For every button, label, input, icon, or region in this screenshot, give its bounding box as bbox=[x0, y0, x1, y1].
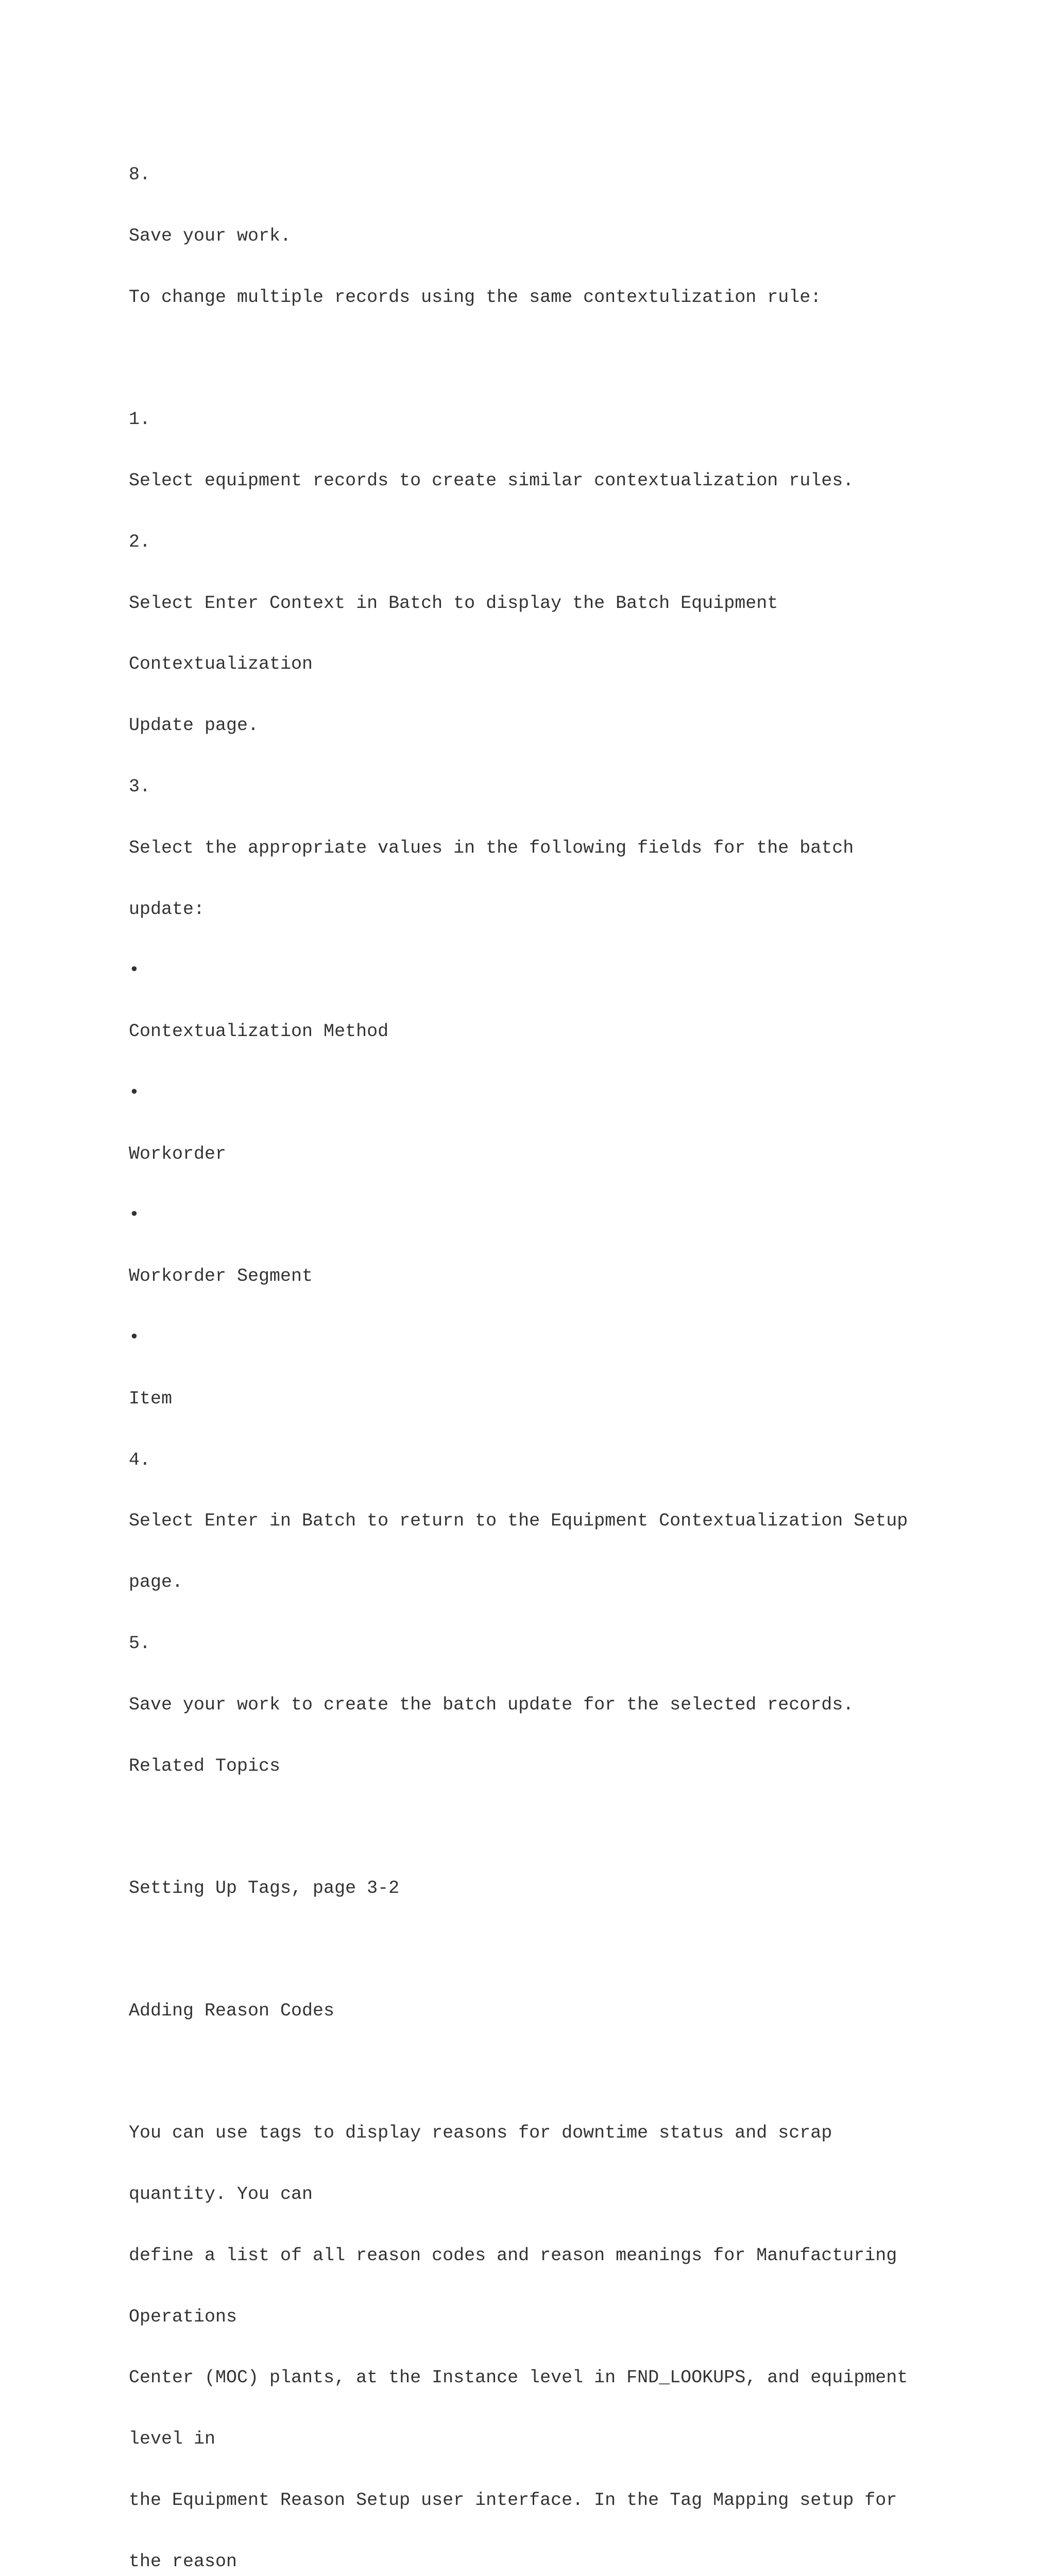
text-line: 2. bbox=[129, 531, 151, 552]
text-line: page. bbox=[129, 1572, 183, 1593]
text-line: Contextualization Method bbox=[129, 1021, 389, 1042]
text-line: 4. bbox=[129, 1449, 151, 1470]
text-line: 8. bbox=[129, 164, 151, 185]
text-line: Select the appropriate values in the following fields for the batch bbox=[129, 837, 854, 858]
text-line: Setting Up Tags, page 3-2 bbox=[129, 1878, 400, 1899]
blank-line bbox=[129, 1817, 908, 1838]
text-line: Select Enter Context in Batch to display the Batch Equipment bbox=[129, 592, 778, 614]
text-line: Item bbox=[129, 1388, 173, 1409]
document-body bbox=[129, 124, 908, 2576]
text-line: Select Enter in Batch to return to the Equipment Contextualization Setup bbox=[129, 1511, 908, 1532]
blank-line bbox=[129, 2062, 908, 2082]
text-line: the reason bbox=[129, 2551, 237, 2572]
text-line: Save your work to create the batch update for the selected records. bbox=[129, 1694, 854, 1715]
blank-line bbox=[129, 1940, 908, 1960]
text-line: 3. bbox=[129, 776, 151, 797]
text-line: level in bbox=[129, 2429, 216, 2450]
blank-line bbox=[129, 349, 908, 369]
text-line: Center (MOC) plants, at the Instance level in FND_LOOKUPS, and equipment bbox=[129, 2367, 908, 2388]
text-line: Workorder Segment bbox=[129, 1266, 313, 1287]
text-line: To change multiple records using the same contextulization rule: bbox=[129, 286, 822, 308]
text-line: Workorder bbox=[129, 1143, 227, 1164]
bullet: • bbox=[129, 1082, 140, 1103]
text-line: Update page. bbox=[129, 715, 259, 736]
text-line: the Equipment Reason Setup user interface. In the Tag Mapping setup for bbox=[129, 2489, 897, 2511]
text-line: Contextualization bbox=[129, 654, 313, 675]
text-line: You can use tags to display reasons for downtime status and scrap bbox=[129, 2123, 832, 2144]
bullet: • bbox=[129, 1205, 140, 1226]
section-heading: Adding Reason Codes bbox=[129, 2000, 335, 2021]
text-line: quantity. You can bbox=[129, 2183, 313, 2205]
bullet: • bbox=[129, 1327, 140, 1348]
text-line: update: bbox=[129, 899, 205, 920]
text-line: 1. bbox=[129, 409, 151, 430]
bullet: • bbox=[129, 960, 140, 981]
text-line: Operations bbox=[129, 2306, 237, 2327]
text-line: define a list of all reason codes and reason meanings for Manufacturing bbox=[129, 2245, 897, 2266]
text-line: Related Topics bbox=[129, 1755, 281, 1776]
text-line: Save your work. bbox=[129, 225, 292, 246]
text-line: 5. bbox=[129, 1633, 151, 1654]
text-line: Select equipment records to create similar contextualization rules. bbox=[129, 470, 854, 492]
